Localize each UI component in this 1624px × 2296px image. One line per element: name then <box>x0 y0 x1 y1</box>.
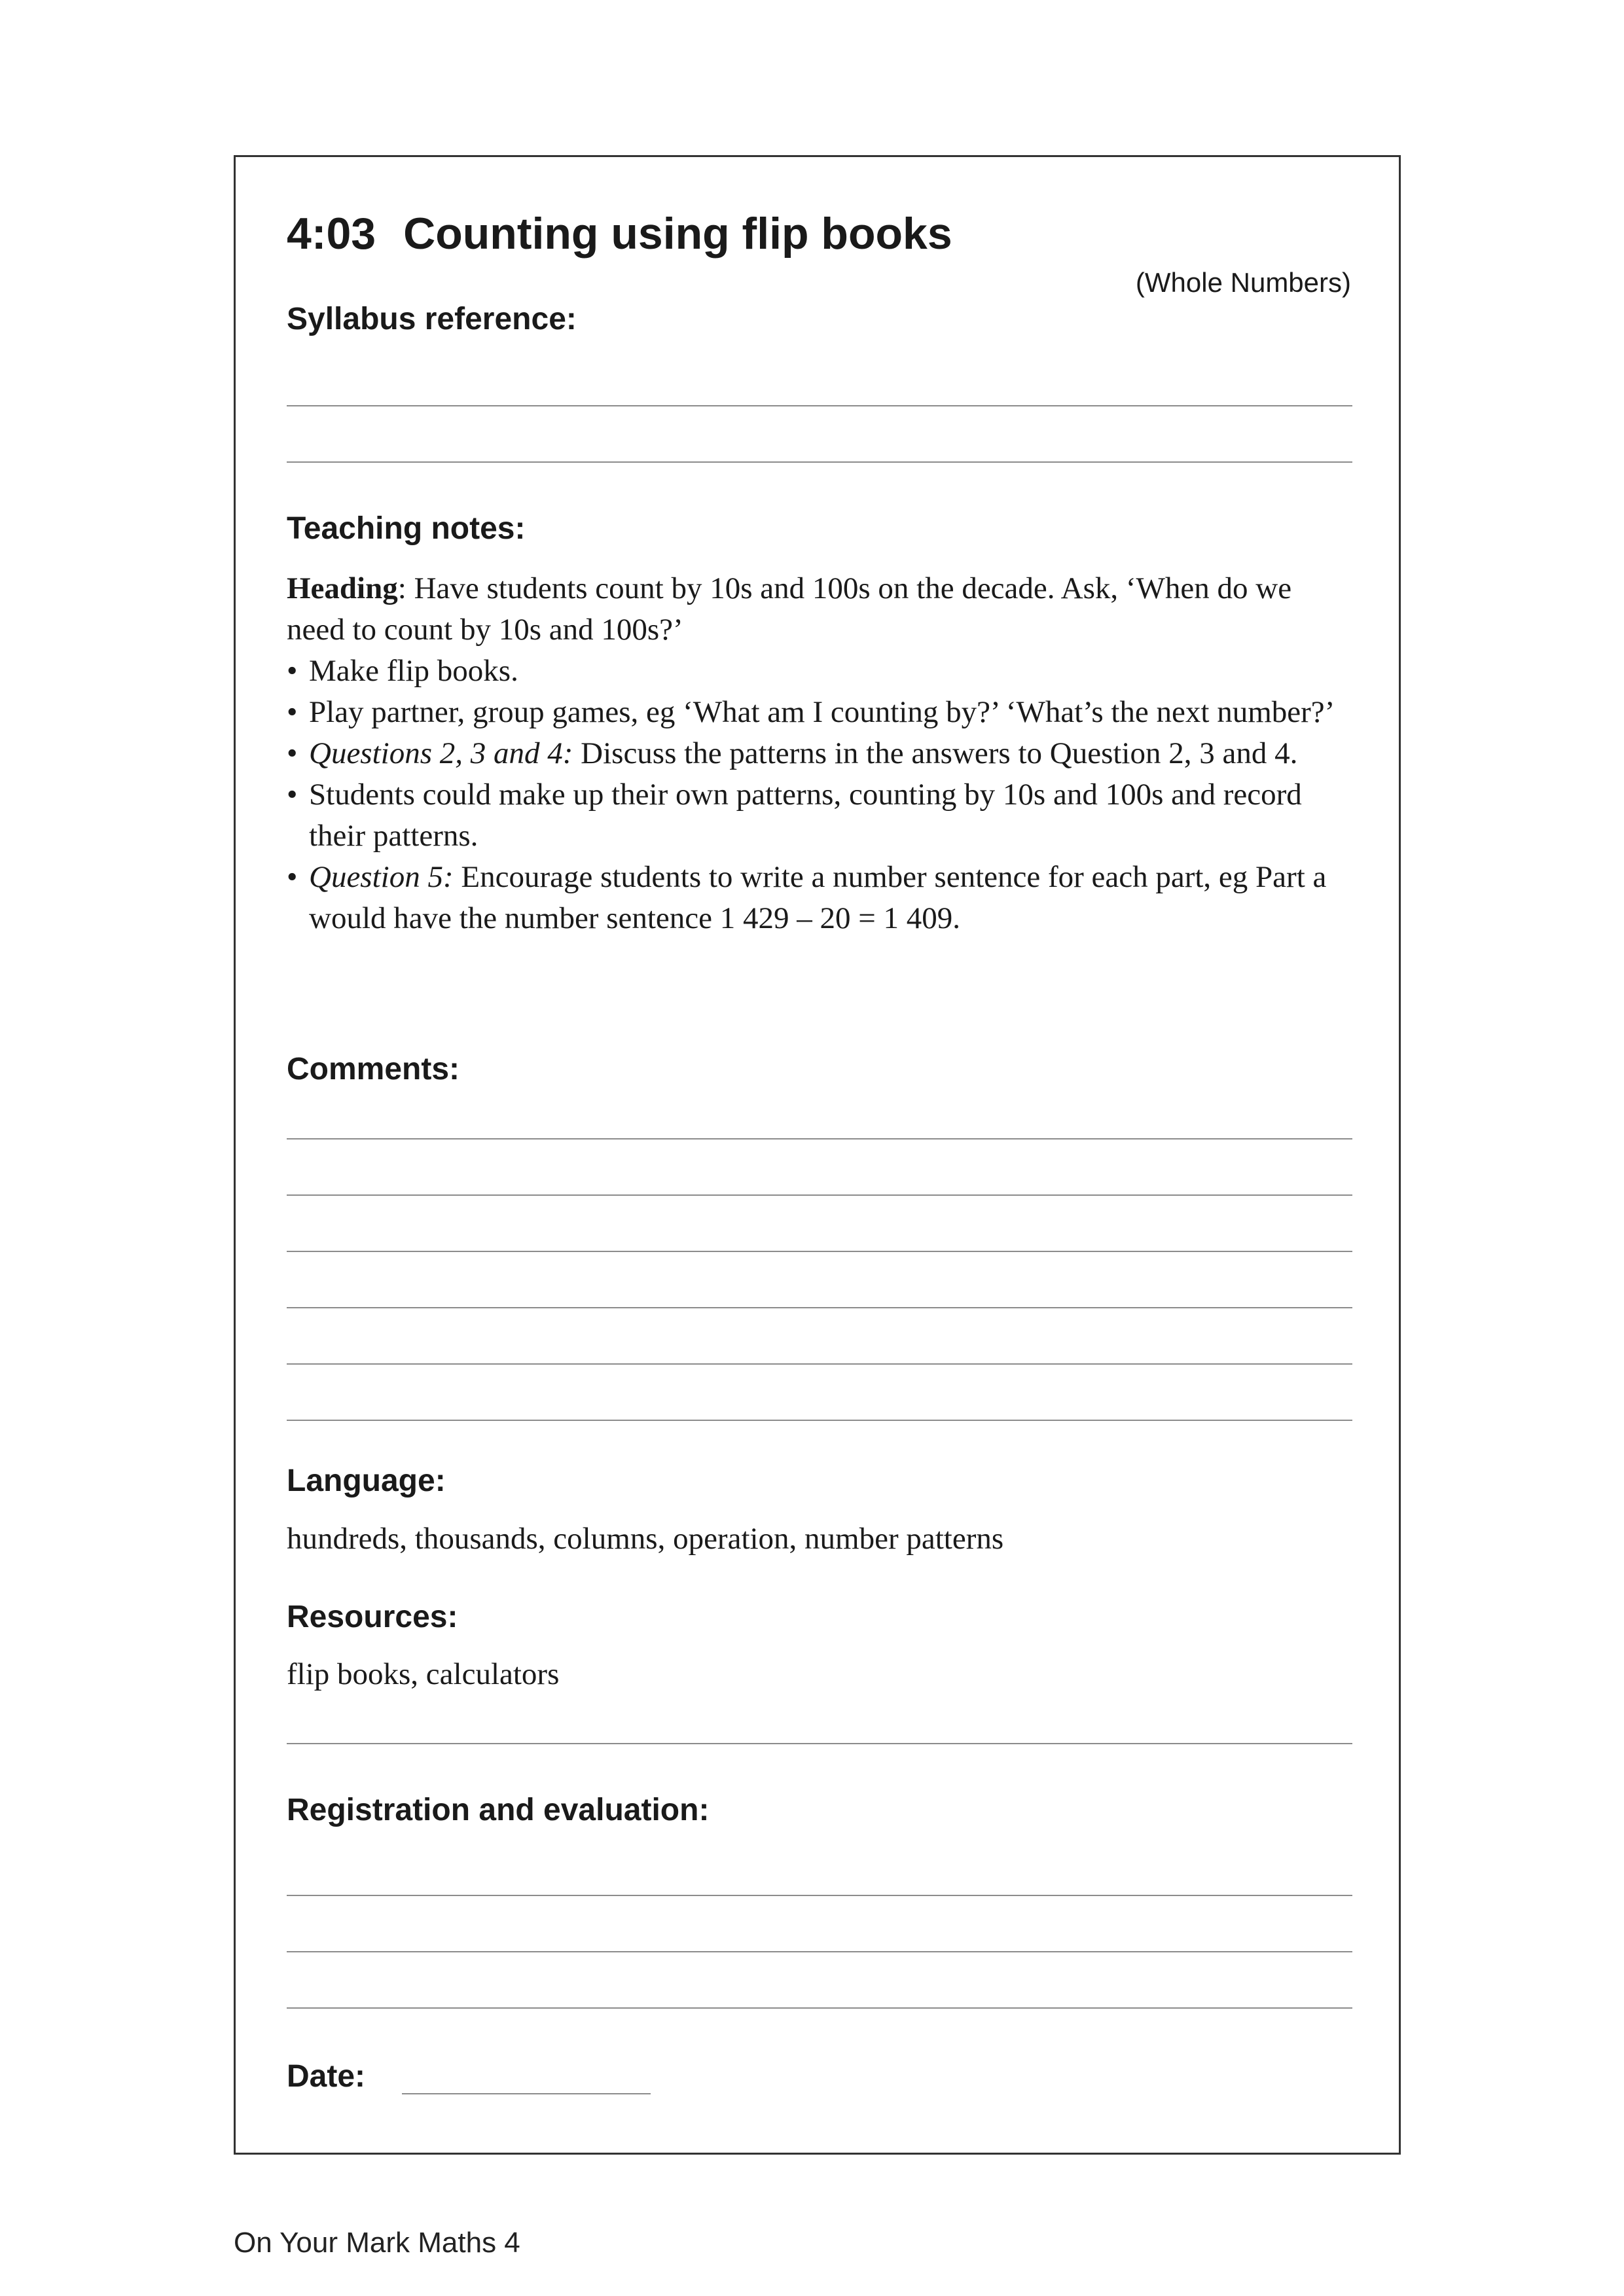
bullet-text: Make flip books. <box>309 654 518 688</box>
registration-heading: Registration and evaluation: <box>287 1793 710 1827</box>
comments-line-4 <box>287 1307 1352 1308</box>
bullet-italic: Question 5: <box>309 860 454 894</box>
intro-text: : Have students count by 10s and 100s on the decade. Ask, ‘When do we need to count by 10s and 100s?’ <box>287 571 1292 647</box>
teaching-notes-intro <box>287 568 1354 651</box>
bullet-text: Encourage students to write a number sentence for each part, eg Part a would have the number sentence 1 429 – 20 = 1 409. <box>309 860 1327 935</box>
intro-bold: Heading <box>287 571 398 605</box>
page-frame <box>234 155 1401 2155</box>
resources-text: flip books, calculators <box>287 1657 560 1691</box>
comments-line-1 <box>287 1138 1352 1139</box>
comments-line-5 <box>287 1363 1352 1365</box>
list-item <box>287 774 1354 857</box>
teaching-notes-body <box>287 568 1354 939</box>
comments-heading: Comments: <box>287 1052 460 1086</box>
language-text: hundreds, thousands, columns, operation, number patterns <box>287 1522 1004 1556</box>
comments-line-3 <box>287 1251 1352 1252</box>
syllabus-line-1 <box>287 405 1352 406</box>
title-text: Counting using flip books <box>403 209 952 259</box>
registration-line-2 <box>287 1951 1352 1952</box>
syllabus-heading: Syllabus reference: <box>287 302 577 336</box>
date-line <box>402 2093 651 2094</box>
teaching-notes-heading: Teaching notes: <box>287 511 526 546</box>
page-title <box>287 208 952 259</box>
language-heading: Language: <box>287 1463 446 1498</box>
list-item <box>287 857 1354 939</box>
title-number: 4:03 <box>287 209 376 259</box>
registration-line-1 <box>287 1895 1352 1896</box>
registration-line-3 <box>287 2007 1352 2009</box>
teaching-notes-list <box>287 651 1354 939</box>
bullet-text: Discuss the patterns in the answers to Question 2, 3 and 4. <box>573 736 1298 770</box>
list-item <box>287 651 1354 692</box>
bullet-text: Play partner, group games, eg ‘What am I counting by?’ ‘What’s the next number?’ <box>309 695 1335 729</box>
bullet-italic: Questions 2, 3 and 4: <box>309 736 573 770</box>
resources-heading: Resources: <box>287 1600 458 1634</box>
comments-line-2 <box>287 1194 1352 1196</box>
comments-line-6 <box>287 1420 1352 1421</box>
list-item <box>287 692 1354 733</box>
resources-line <box>287 1743 1352 1744</box>
bullet-text: Students could make up their own patterns, counting by 10s and 100s and record their patterns. <box>309 778 1302 853</box>
syllabus-line-2 <box>287 461 1352 463</box>
category-label: (Whole Numbers) <box>1135 267 1351 298</box>
date-label: Date: <box>287 2059 366 2094</box>
list-item <box>287 733 1354 774</box>
page-footer: On Your Mark Maths 4 <box>234 2227 520 2259</box>
